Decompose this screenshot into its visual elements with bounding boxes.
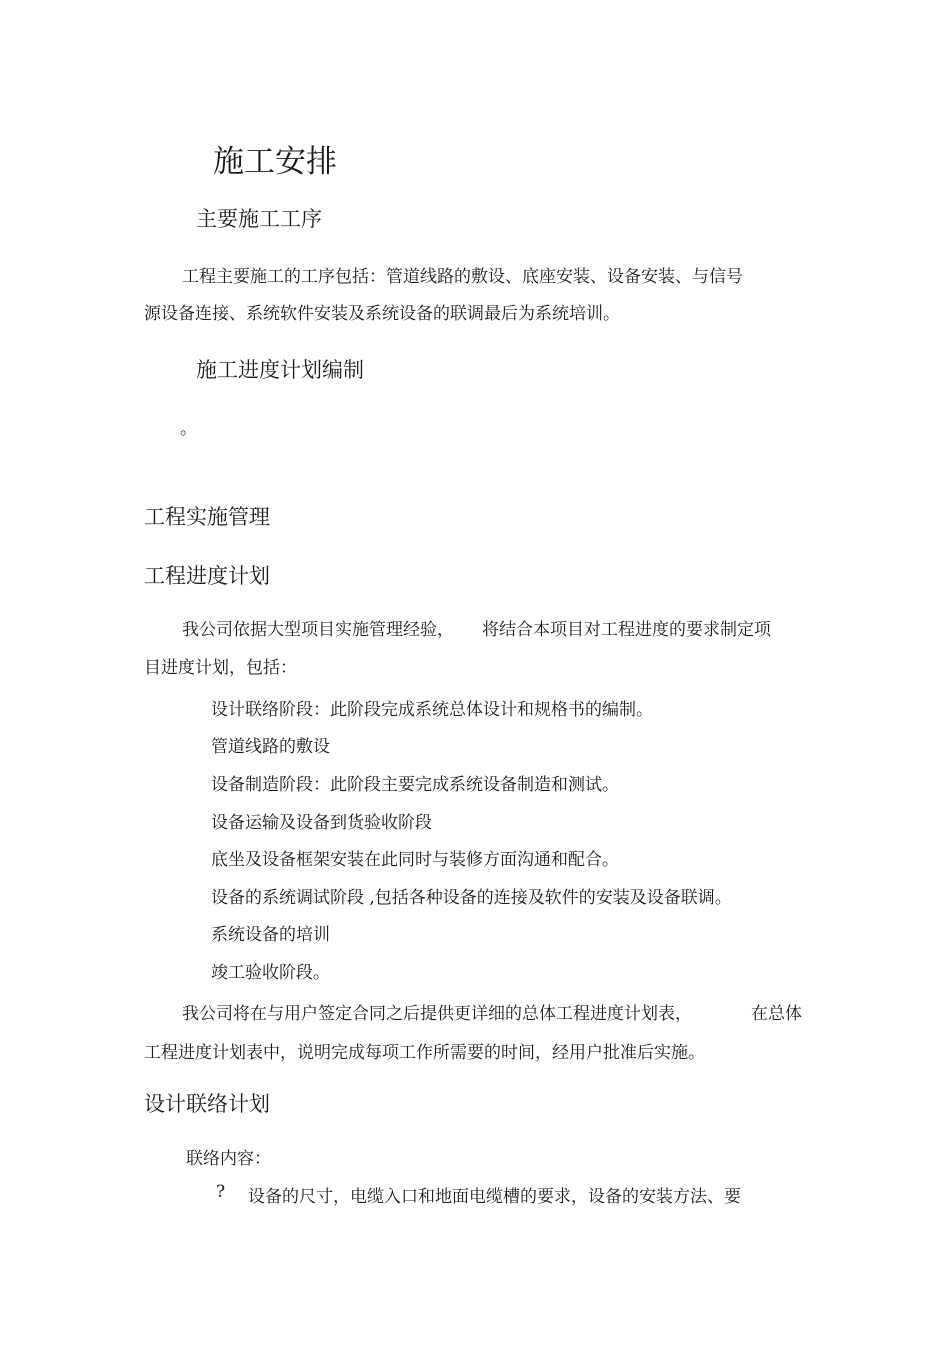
section-heading-schedule-plan: 施工进度计划编制: [196, 358, 364, 382]
list-item: 竣工验收阶段。: [211, 963, 330, 983]
paragraph-line: 在总体: [751, 1004, 802, 1024]
paragraph-line: 我公司依据大型项目实施管理经验，: [182, 620, 454, 640]
list-item: 底坐及设备框架安装在此同时与装修方面沟通和配合。: [211, 850, 619, 870]
paragraph-line: 目进度计划，包括：: [144, 658, 297, 678]
liaison-content-label: 联络内容：: [186, 1149, 271, 1169]
list-item: 系统设备的培训: [211, 925, 330, 945]
section-heading-progress-plan: 工程进度计划: [144, 564, 270, 588]
paragraph-line: 我公司将在与用户签定合同之后提供更详细的总体工程进度计划表，: [182, 1004, 692, 1024]
list-item: 管道线路的敷设: [211, 737, 330, 757]
paragraph-line: 工程进度计划表中，说明完成每项工作所需要的时间，经用户批准后实施。: [144, 1043, 705, 1063]
list-item: 设备的系统调试阶段 ,包括各种设备的连接及软件的安装及设备联调。: [211, 888, 732, 908]
list-item: 设备运输及设备到货验收阶段: [211, 813, 432, 833]
list-item: 设备制造阶段：此阶段主要完成系统设备制造和测试。: [211, 775, 619, 795]
section-heading-implementation: 工程实施管理: [144, 505, 270, 529]
section-heading-design-liaison: 设计联络计划: [144, 1092, 270, 1116]
list-item: 设计联络阶段：此阶段完成系统总体设计和规格书的编制。: [211, 700, 653, 720]
paragraph-line: 。: [180, 419, 197, 439]
section-heading-main-process: 主要施工工序: [196, 207, 322, 231]
paragraph-line: 将结合本项目对工程进度的要求制定项: [482, 620, 771, 640]
paragraph-line: 源设备连接、系统软件安装及系统设备的联调最后为系统培训。: [144, 304, 620, 324]
bullet-marker: ?: [216, 1182, 226, 1202]
paragraph-line: 工程主要施工的工序包括：管道线路的敷设、底座安装、设备安装、与信号: [182, 267, 743, 287]
bullet-text: 设备的尺寸，电缆入口和地面电缆槽的要求，设备的安装方法、要: [248, 1187, 741, 1207]
page-title: 施工安排: [213, 144, 337, 180]
